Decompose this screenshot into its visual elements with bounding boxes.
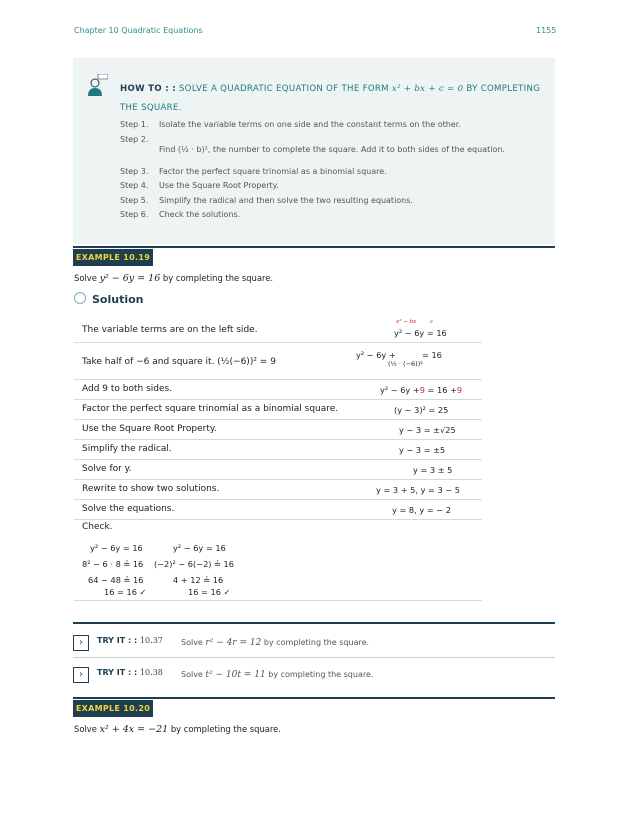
try-it-text xyxy=(181,638,369,648)
solution-label: Solution xyxy=(92,293,144,306)
try-post: by completing the square. xyxy=(268,670,374,679)
row-text: Check. xyxy=(82,522,113,532)
step-label: Step 3. xyxy=(120,167,149,176)
try-post: by completing the square. xyxy=(263,638,370,647)
row-text: Add 9 to both sides. xyxy=(82,384,173,394)
row-math: y − 3 = ±5 xyxy=(399,445,446,455)
section-divider xyxy=(73,697,555,699)
math-added: 9 xyxy=(419,385,425,395)
check-line: 16 = 16 ✓ xyxy=(104,587,147,597)
check-line: 4 + 12 ≟ 16 xyxy=(173,575,224,585)
try-it-text xyxy=(181,670,373,680)
solution-heading xyxy=(74,291,144,306)
row-text: Solve for y. xyxy=(82,464,132,474)
step-text: Use the Square Root Property. xyxy=(159,181,279,190)
row-text: The variable terms are on the left side. xyxy=(82,325,258,335)
example-badge: EXAMPLE 10.19 xyxy=(73,249,153,266)
row-math: (y − 3)² = 25 xyxy=(394,405,449,415)
try-it-number: 10.38 xyxy=(139,668,163,677)
row-math: y − 3 = ±√25 xyxy=(399,425,456,435)
howto-title-math: x² + bx + c = 0 xyxy=(391,84,464,94)
math-added: 9 xyxy=(456,385,463,395)
prompt-pre: Solve xyxy=(74,724,97,734)
step-text: Isolate the variable terms on one side and the constant terms on the other. xyxy=(159,120,461,129)
section-divider xyxy=(73,622,555,624)
howto-prefix: HOW TO : : xyxy=(120,84,176,94)
prompt-math: x² + 4x = −21 xyxy=(99,724,169,735)
try-pre: Solve xyxy=(181,638,203,647)
try-it-prefix: TRY IT : : xyxy=(97,668,138,677)
solution-row xyxy=(74,480,482,500)
annotation: c xyxy=(430,319,434,325)
step-text: Simplify the radical and then solve the two resulting equations. xyxy=(159,196,413,205)
solution-row xyxy=(74,343,482,380)
check-line: (−2)² − 6(−2) ≟ 16 xyxy=(154,559,234,569)
try-math: t² − 10t = 11 xyxy=(205,670,266,680)
step-text: Factor the perfect square trinomial as a binomial square. xyxy=(159,167,387,176)
person-reading-icon xyxy=(84,74,108,98)
example-badge: EXAMPLE 10.20 xyxy=(73,700,153,717)
row-text: Take half of −6 and square it. (½(−6))² = 9 xyxy=(82,357,276,367)
step-label: Step 2. xyxy=(120,135,149,144)
chevron-right-icon[interactable]: › xyxy=(73,635,89,651)
check-line: y² − 6y = 16 xyxy=(173,543,226,553)
step-label: Step 1. xyxy=(120,120,149,129)
solution-row xyxy=(74,500,482,520)
row-math: y = 8, y = − 2 xyxy=(392,505,451,515)
row-math: y = 3 ± 5 xyxy=(413,465,453,475)
row-math: = 16 xyxy=(422,350,442,360)
row-text: Use the Square Root Property. xyxy=(82,424,217,434)
howto-title xyxy=(120,80,545,118)
math-part: = 16 + xyxy=(427,385,457,395)
check-line: y² − 6y = 16 xyxy=(90,543,143,553)
section-divider xyxy=(73,657,555,658)
row-text: Solve the equations. xyxy=(82,504,175,514)
check-circle-icon xyxy=(74,292,86,304)
section-divider xyxy=(73,246,555,248)
step-label: Step 6. xyxy=(120,210,149,219)
math-part: y² − 6y + xyxy=(380,385,420,395)
solution-row xyxy=(74,440,482,460)
solution-row xyxy=(74,460,482,480)
row-math-fraction: (½ · (−6))² xyxy=(388,360,423,368)
example-prompt xyxy=(74,273,273,284)
prompt-post: by completing the square. xyxy=(162,273,274,283)
solution-row-check xyxy=(74,520,482,601)
howto-title-pre: SOLVE A QUADRATIC EQUATION OF THE FORM xyxy=(179,84,389,94)
prompt-post: by completing the square. xyxy=(170,724,281,734)
chevron-right-icon[interactable]: › xyxy=(73,667,89,683)
try-it-label xyxy=(97,668,163,677)
check-line: 64 − 48 ≟ 16 xyxy=(88,575,144,585)
try-it-prefix: TRY IT : : xyxy=(97,636,138,645)
solution-row xyxy=(74,400,482,420)
solution-row xyxy=(74,420,482,440)
try-it-number: 10.37 xyxy=(139,636,163,645)
row-math: y = 3 + 5, y = 3 − 5 xyxy=(376,485,460,495)
annotation: x² − bx xyxy=(396,319,417,325)
step-text: Find (½ · b)², the number to complete the square. Add it to both sides of the equation. xyxy=(159,145,505,154)
howto-title-post: BY COMPLETING THE SQUARE. xyxy=(120,84,541,113)
check-line: 16 = 16 ✓ xyxy=(188,587,231,597)
page-number: 1155 xyxy=(536,26,557,35)
solution-row xyxy=(74,380,482,400)
step-label: Step 4. xyxy=(120,181,149,190)
example-prompt xyxy=(74,724,281,735)
try-math: r² − 4r = 12 xyxy=(205,638,262,648)
prompt-math: y² − 6y = 16 xyxy=(99,273,161,284)
step-text: Check the solutions. xyxy=(159,210,241,219)
step-label: Step 5. xyxy=(120,196,149,205)
row-math xyxy=(380,385,462,395)
try-it-label xyxy=(97,636,163,645)
chapter-header: Chapter 10 Quadratic Equations xyxy=(74,26,203,35)
row-text: Factor the perfect square trinomial as a binomial square. xyxy=(82,404,339,414)
check-line: 8² − 6 · 8 ≟ 16 xyxy=(82,559,144,569)
solution-row xyxy=(74,316,482,343)
row-math: y² − 6y + xyxy=(356,350,396,360)
try-pre: Solve xyxy=(181,670,203,679)
row-text: Rewrite to show two solutions. xyxy=(82,484,220,494)
row-math: y² − 6y = 16 xyxy=(394,328,447,338)
row-text: Simplify the radical. xyxy=(82,444,172,454)
prompt-pre: Solve xyxy=(74,273,97,283)
